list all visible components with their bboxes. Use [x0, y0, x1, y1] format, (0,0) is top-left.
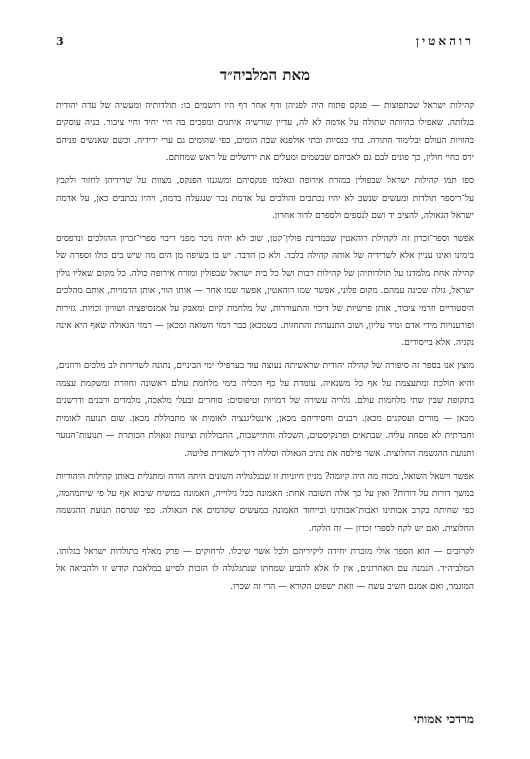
- author-signature: מרדכי אמותי: [413, 712, 474, 726]
- article-body: [56, 98, 474, 602]
- paragraph-5: אפשר וישאל השואל, מכוח מה היה קיומה? מניין חיוניות זו שבגלגוליה השונים היתה הורה ומתגלית באותן קהילות היהודיות במשך דורות על דורות? ואין על כך אלה תשובה אחת: האמונה בכל גילוייה, האמונה במשיח שיבוא אף על פי שיתמהמה, כפי שחיתה בקרב אבותינו ואבות־אבותינו ובייחוד האמונה במעשים שקדמים את הגאולה. כפי שגרסה תנועת ההגשמה החלוצית. ואם יש לקח לספרי זכרון — זה הלקח.: [56, 471, 474, 534]
- page-number: 3: [56, 35, 64, 48]
- paragraph-6: לקרובים — הוא הספר אולי מזכרת יחידה ליקיריהם ולכל אשר שיכלו. לרחוקים — פרק מאלף בתולדות ישראל בגלותו. המלביה״ד. הנמנה עם האחרונים, אין לו אלא להביע שמחתו שנתגלגלה לו הזכות לסייע במלאכת קודש זו ולהביאה אל המוגמר, ואם אמנם השיב עשה — וזאת ישפוט הקורא — הרי זה שכרו.: [56, 546, 474, 592]
- paragraph-1: קהילות ישראל שבתפוצות — פנקס פתוח היה לפניהן ודף אחר דף היו רושמים בו: תולדותיה ומעשיה של עדה יהודית בגלותה. שאפילו בהיותה שתולה על אדמה לא לה, עדיין שורשיה איתנים ומפכים בה חיי יחיד וחיי ציבור. בניה עוסקים בהוויות העולם ובלימוד התורה. בתי כנסיות ובתי אולפנא שבה הומים, כפי שהומים גם ערי ירידיה. וכשם שאנשים פניהם ירס כחיי חולין, כך פונים לבם גם לאביהם שבשמים ומעלים את ירושלים על ראש שמחתם.: [56, 101, 474, 164]
- paragraph-2: ספו תמו קהילות ישראל שבפולין במזרח אירופה ונאלמו פנקסיהם ומשגנזו הפנקס, מצוות על שרידיהן לחזור ולקבץ על־ריספר תולדות ומעשים שנשב לא יהיו נכתבים והולכים על אדמת נכר שנגעלה בדמה, ויהיו נכתבים כאן, על אדמת ישראל הגאולה, להציב יד ושם לנספים ולספרם לדור אחרון.: [56, 176, 474, 222]
- paragraph-3: אפשר וספר־זכרון זה לקהילת רוהאטין שבמדינת פולין־קטן, שוב לא יהיה ניכר מפני ריבוי ספרי־זכרון ההולכים ונדפסים בימינו ואינו עניין אלא לשרידיה של אותה קהילה בלבד. ולא כן הדבר. יש בו בשיפה מן הים מה שיש בים כולו וספרה של קהילה אחת מלמדנו על תולדותיהן של קהילות רבות ושל כל בית ישראל שבפולין ומזרח אירופה כולה. כל מקום שאליו גולין ישראל, גולה שכינה עמהם. מקום פלוני, אפשר שמו רוהאטין, אפשר שמו אחר — אותו הווי, אותן הדמויות, אותם מהלכים היסטוריים וזרמי ציבור, אותן פרשיות של דיכוי והתעוררות, של מלחמת קיום ומאבק על אמנסיפציה ושוויון זכויות. גזירות ופורענויות מידי אדם ומיד עליון, ושוב התנערות והתחזות. כשמכאן כבר רמזי השואה ומכאן — רמזי הגאולה שאף היא אינה נקניה. אלא בייסורים.: [56, 234, 474, 349]
- paragraph-4: מוצין אנו בספר זה סיפורה של קהילה יהודית שראשיתה נעוצה עוד בערפילי ימי הביניים, נתונה לשרירות לב מלכים ורוזנים, והיא הולכת ומתעצמת על אף כל משנאיה. עומדת על כף הכליה בימי מלחמת עולם ראשונה וחוזרת ומשקמת עצמה בתקופת שבין שתי מלחמות עולם. גלריה עשירה של דמויות וטיפוסים: סוחרים ובעלי מלאכה, מלמדים ורבנים ודרשנים מכאן — מורים ועסקנים מכאן. רבנים וחסידיהם מכאן, אינטליגנציה לאומית או מתבוללת מכאן. שום תנועה לאומית וחברתית לא פסחה עליה. שבתאים ופרנקיסטים, השכלה והתיישבות, התבוללות וציונות וגאולת הכותרת — תנועות־הנוער ותנועת ההגשמה החלוצית. אשר פילסה את נתיב הגאולה וסללה דרך לשארית פליטה.: [56, 361, 474, 459]
- article-title: מאת המלביה״ד: [219, 66, 311, 84]
- running-header: [56, 34, 474, 49]
- running-title: רוהאטין: [415, 34, 474, 48]
